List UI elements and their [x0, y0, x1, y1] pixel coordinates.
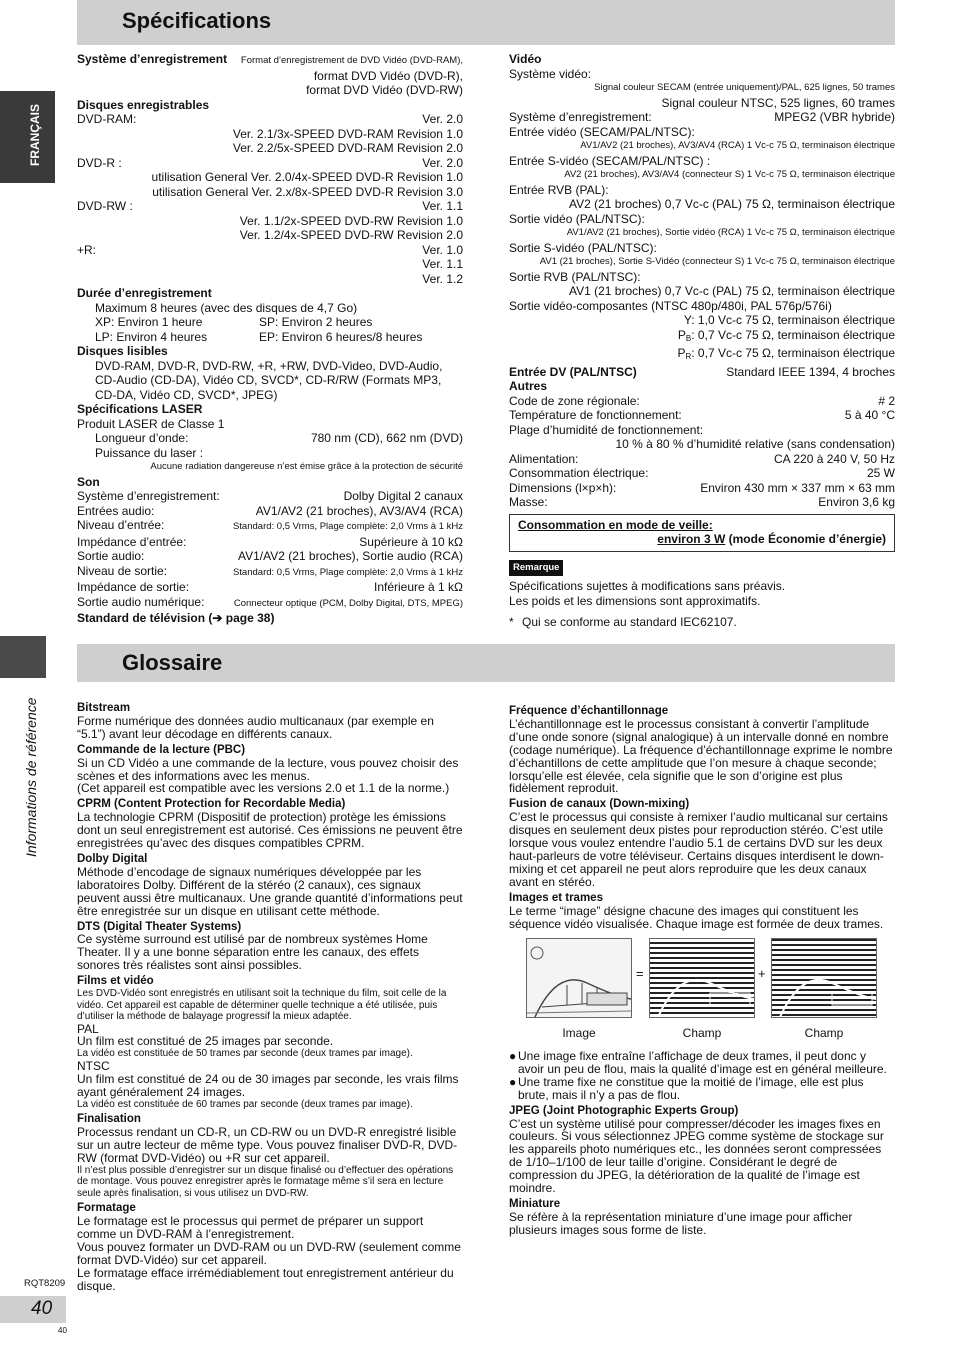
plus-sign: +: [758, 966, 766, 981]
playable-title: Disques lisibles: [77, 344, 168, 358]
caption-field-2: Champ: [804, 1026, 844, 1040]
standby-box: Consommation en mode de veille: environ 3 W (mode Économie d’énergie): [509, 514, 895, 552]
glossary-left-column: Bitstream Forme numérique des données audio multicanaux (par exemple en “5.1”) avant leur décodage en différents canaux. Commande de la lecture (PBC) Si un CD Vidéo a une commande de la lecture, vous pouvez choisir des scènes et des informations avec les menus. (Cet appareil est compatible avec les versions 2.0 et 1.1 de la norme.) CPRM (Content Protection for Recordable Media) La technologie CPRM (Dispositif de protection) protège les émissions dont un seul enregistrement est autorisé. Ces émissions ne peuvent être enregistrées qu’avec des disques compatibles CPRM. Dolby Digital Méthode d’encodage de signaux numériques développée par les laboratoires Dolby. Différent de la stéréo (2 canaux), ces signaux peuvent aussi être multicanaux. Une grande quantité d’informations peut être enregistrée sur un disque en utilisant cette méthode. DTS (Digital Theater Systems) Ce système surround est utilisé par de nombreux systèmes Home Theater. Il y a une bonne séparation entre les canaux, des effets sonores très réalistes sont ainsi possibles. Films et vidéo Les DVD-Vidéo sont enregistrés en utilisant soit la technique du film, soit celle de la vidéo. Cet appareil est capable de déterminer quelle technique a été utilisée, puis d’utiliser la méthode de balayage progressif la mieux adaptée. PAL Un film est constitué de 25 images par seconde. La vidéo est constituée de 50 trames par seconde (deux trames par image). NTSC Un film est constitué de 24 ou de 30 images par seconde, les vrais films ayant généralement 24 images. La vidéo est constituée de 60 trames par seconde (deux trames par image). Finalisation Processus rendant un CD-R, un CD-RW ou un DVD-R enregistré lisible sur un autre lecteur de même type. Vous pouvez finaliser DVD-R, DVD-RW (format DVD-Vidéo) ou +R sur cet appareil. Il n’est plus possible d’enregistrer sur un disque finalisé ou d’effectuer des opérations de montage. Vous pouvez enregistrer après le formatage même s’il sera en lecture seule après finalisation, si vous utilisez un DVD-RW. Formatage Le formatage est le processus qui permet de préparer un support comme un DVD-RAM à l’enregistrement. Vous pouvez formater un DVD-RAM ou un DVD-RW (seulement comme format DVD-Vidéo) sur cet appareil. Le formatage efface irrémédiablement tout enregistrement antérieur du disque.: [77, 702, 463, 1293]
section-tab: [0, 636, 46, 678]
remark-tag: Remarque: [509, 560, 563, 577]
language-tab-label: FRANÇAIS: [28, 104, 42, 166]
component-pb: $P_B$: 0,7 Vc-c 75 Ω, terminaison électrique: [677, 327, 895, 343]
term-finalisation: Finalisation: [77, 1113, 141, 1126]
term-miniature: Miniature: [509, 1197, 561, 1210]
caption-image: Image: [562, 1026, 596, 1040]
spec-left-column: Système d’enregistrement Format d’enregistrement de DVD Vidéo (DVD-RAM), format DVD Vidéo (DVD-R), format DVD Vidéo (DVD-RW) Disques enregistrables DVD-RAM: Ver. 2.0 Ver. 2.1/3x-SPEED DVD-RAM Revision 1.0 Ver. 2.2/5x-SPEED DVD-RAM Revision 2.0 DVD-R : Ver. 2.0 utilisation General Ver. 2.0/4x-SPEED DVD-R Revision 1.0 utilisation General Ver. 2.x/8x-SPEED DVD-R Revision 3.0 DVD-RW : Ver. 1.1 Ver. 1.1/2x-SPEED DVD-RW Revision 1.0 Ver. 1.2/4x-SPEED DVD-RW Revision 2.0 +R: Ver. 1.0 Ver. 1.1 Ver. 1.2 Durée d’enregistrement Maximum 8 heures (avec des disques de 4,7 Go) XP: Environ 1 heure SP: Environ 2 heures LP: Environ 4 heures EP: Environ 6 heures/8 heures Disques lisibles DVD-RAM, DVD-R, DVD-RW, +R, +RW, DVD-Video, DVD-Audio, CD-Audio (CD-DA), Vidéo CD, SVCD*, CD-R/RW (Formats MP3, CD-DA, Vidéo CD, SVCD*, JPEG) Spécifications LASER Produit LASER de Classe 1 Longueur d’onde: 780 nm (CD), 662 nm (DVD) Puissance du laser : Aucune radiation dangereuse n’est émise grâce à la protection de sécurité Son Système d’enregistrement: Dolby Digital 2 canaux Entrées audio: AV1/AV2 (21 broches), AV3/AV4 (RCA) Niveau d’entrée: Standard: 0,5 Vrms, Plage complète: 2,0 Vrms à 1 kHz Impédance d’entrée: Supérieure à 10 kΩ Sortie audio: AV1/AV2 (21 broches), Sortie audio (RCA) Niveau de sortie: Standard: 0,5 Vrms, Plage complète: 2,0 Vrms à 1 kHz Impédance de sortie: Inférieure à 1 kΩ Sortie audio numérique: Connecteur optique (PCM, Dolby Digital, DTS, MPEG) Standard de télévision (➔ page 38): [77, 52, 463, 625]
term-pbc: Commande de la lecture (PBC): [77, 743, 246, 756]
bullet-item: ● Une trame fixe ne constitue que la moitié de l’image, elle est plus brute, mais il n’y a pas de flou.: [509, 1074, 864, 1102]
term-dolby: Dolby Digital: [77, 852, 148, 865]
term-bitstream: Bitstream: [77, 702, 131, 714]
bridge-image-icon: [527, 939, 632, 1018]
term-jpeg: JPEG (Joint Photographic Experts Group): [509, 1104, 739, 1117]
recordable-title: Disques enregistrables: [77, 97, 210, 112]
component-pr: $P_R$: 0,7 Vc-c 75 Ω, terminaison électrique: [677, 346, 895, 361]
page-number: 40: [31, 1298, 53, 1319]
video-title: Vidéo: [509, 52, 542, 66]
caption-field-1: Champ: [682, 1026, 722, 1040]
term-downmix: Fusion de canaux (Down-mixing): [509, 798, 690, 811]
bullet-item: ● Une image fixe entraîne l’affichage de deux trames, il peut donc y avoir un peu de flou, mais la qualité d’image est en général meilleure.: [509, 1049, 887, 1076]
term-frequence: Fréquence d’échantillonnage: [509, 705, 669, 717]
spec-title: Spécifications: [122, 8, 272, 33]
page-number-small: 40: [58, 1326, 67, 1335]
term-films: Films et vidéo: [77, 975, 154, 988]
field-1-icon: [650, 939, 755, 1018]
tv-standard-link[interactable]: Standard de télévision (➔ page 38): [77, 611, 275, 625]
footnote: * Qui se conforme au standard IEC62107.: [509, 615, 737, 629]
spec-right-column: Vidéo Système vidéo: Signal couleur SECAM (entrée uniquement)/PAL, 625 lignes, 50 trames Signal couleur NTSC, 525 lignes, 60 trames Système d’enregistrement: MPEG2 (VBR hybride) Entrée vidéo (SECAM/PAL/NTSC): AV1/AV2 (21 broches), AV3/AV4 (RCA) 1 Vc-c 75 Ω, terminaison électrique Entrée S-vidéo (SECAM/PAL/NTSC) : AV2 (21 broches), AV3/AV4 (connecteur S) 1 Vc-c 75 Ω, terminaison électrique Entrée RVB (PAL): AV2 (21 broches) 0,7 Vc-c (PAL) 75 Ω, terminaison électrique Sortie vidéo (PAL/NTSC): AV1/AV2 (21 broches), Sortie vidéo (RCA) 1 Vc-c 75 Ω, terminaison électrique Sortie S-vidéo (PAL/NTSC): AV1 (21 broches), Sortie S-Vidéo (connecteur S) 1 Vc-c 75 Ω, terminaison électrique Sortie RVB (PAL/NTSC): AV1 (21 broches) 0,7 Vc-c (PAL) 75 Ω, terminaison électrique Sortie vidéo-composantes (NTSC 480p/480i, PAL 576p/576i) Y: 1,0 Vc-c 75 Ω, terminaison électrique $P_B$: 0,7 Vc-c 75 Ω, terminaison électrique $P_R$: 0,7 Vc-c 75 Ω, terminaison électrique Entrée DV (PAL/NTSC) Standard IEEE 1394, 4 broches Autres Code de zone régionale: # 2 Température de fonctionnement: 5 à 40 °C Plage d’humidité de fonctionnement: 10 % à 80 % d’humidité relative (sans condensation) Alimentation: CA 220 à 240 V, 50 Hz Consommation électrique: 25 W Dimensions (l×p×h): Environ 430 mm × 337 mm × 63 mm Masse: Environ 3,6 kg Consommation en mode de veille: environ 3 W (mode Économie d’énergie) Remarque Spécifications sujettes à modifications sans préavis. Les poids et les dimensions sont approximatifs. * Qui se conforme au standard IEC62107.: [509, 52, 895, 629]
sound-title: Son: [77, 474, 100, 489]
field-2-icon: [772, 939, 877, 1018]
duration-title: Durée d’enregistrement: [77, 286, 212, 300]
page-number-box: [0, 1296, 66, 1323]
section-label: Informations de référence: [23, 697, 39, 857]
field-1-illustration: [649, 938, 755, 1018]
spec-title-bar: [77, 0, 895, 45]
doc-code: RQT8209: [24, 1278, 66, 1289]
glossary-title: Glossaire: [122, 650, 223, 675]
term-formatage: Formatage: [77, 1202, 136, 1215]
glossary-right-column-lower: ● Une image fixe entraîne l’affichage de deux trames, il peut donc y avoir un peu de flou, mais la qualité d’image est en général meilleure. ● Une trame fixe ne constitue que la moitié de l’image, elle est plus brute, mais il n’y a pas de flou. JPEG (Joint Photographic Experts Group) C’est un système utilisé pour compresser/décoder les images fixes en couleurs. Si vous sélectionnez JPEG comme système de stockage sur les appareils photo numériques etc., les données seront compressées de 1/10–1/100 de leur taille d’origine. Considérant le degré de compression du JPEG, la détérioration de la qualité de l’image est moindre. Miniature Se réfère à la représentation miniature d’une image pour afficher plusieurs images sous forme de liste.: [509, 1050, 895, 1237]
equals-sign: =: [636, 966, 644, 981]
term-cprm: CPRM (Content Protection for Recordable Media): [77, 798, 346, 811]
frame-image-illustration: [526, 938, 632, 1018]
term-dts: DTS (Digital Theater Systems): [77, 920, 242, 933]
glossary-title-bar: [77, 644, 895, 682]
spec-recording-system: Système d’enregistrement Format d’enregistrement de DVD Vidéo (DVD-RAM),: [77, 52, 463, 66]
field-2-illustration: [771, 938, 877, 1018]
laser-title: Spécifications LASER: [77, 402, 203, 416]
glossary-right-column: Fréquence d’échantillonnage L’échantillonnage est le processus consistant à convertir l’amplitude d’une onde sonore (signal analogique) à un intervalle donné en nombre (codage numérique). La fréquence d’échantillonnage exprime le nombre d’échantillons de cette amplitude que l’on mesure à chaque seconde; lorsqu’elle est élevée, cela signifie que le son d’origine est plus fidèlement reproduit. Fusion de canaux (Down-mixing) C’est le processus qui consiste à remixer l’audio multicanal sur certains disques en seulement deux pistes pour reproduction stéréo. C’est utile lorsque vous voulez entendre l’audio 5.1 de certains DVD sur les deux haut-parleurs de votre téléviseur. Certains disques interdisent le down-mixing et cet appareil ne peut alors reproduire que les deux canaux avant en stéréo. Images et trames Le terme “image” désigne chacune des images qui constituent les séquence vidéo visualisée. Chaque image est formée de deux trames.: [509, 702, 895, 930]
others-title: Autres: [509, 379, 548, 393]
term-images-trames: Images et trames: [509, 891, 603, 904]
language-tab: [0, 91, 55, 183]
